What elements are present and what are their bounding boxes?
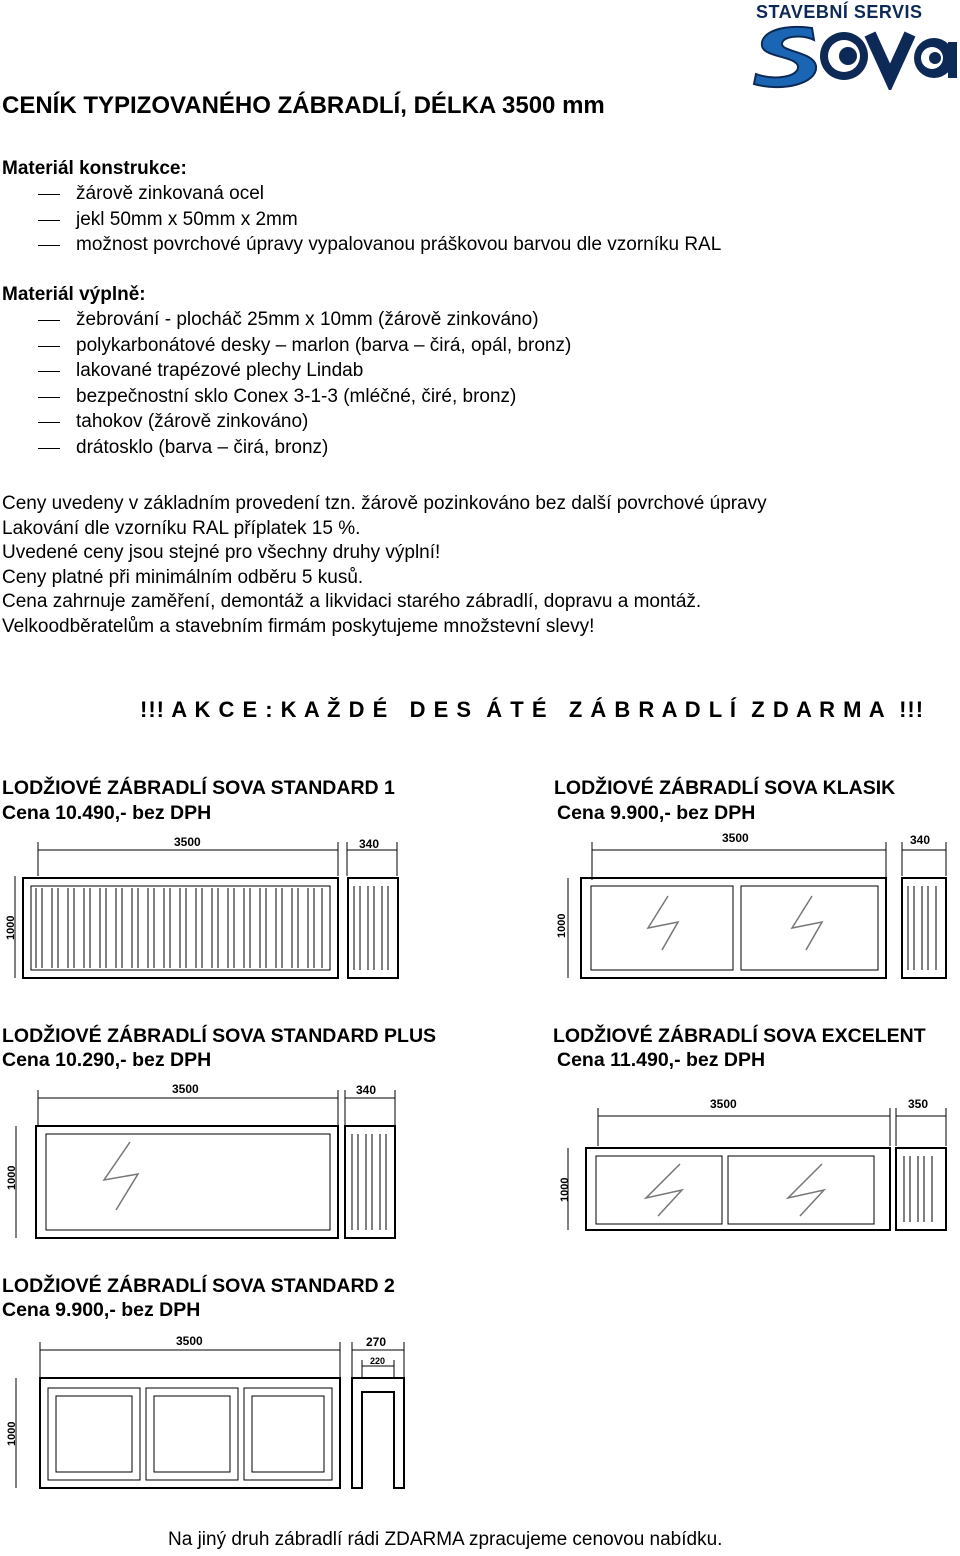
- bullet-dash: [38, 397, 60, 398]
- dim-depth: 340: [910, 833, 931, 847]
- note-line: Ceny uvedeny v základním provedení tzn. žárově pozinkováno bez další povrchové úpravy: [2, 493, 767, 514]
- bullet-dash: [38, 448, 60, 449]
- product-price: Cena 11.490,- bez DPH: [557, 1049, 766, 1071]
- infill-item: bezpečnostní sklo Conex 3-1-3 (mléčné, čiré, bronz): [76, 386, 517, 407]
- railing-drawing-standard-1: [2, 828, 402, 988]
- dim-height: 1000: [6, 1421, 18, 1446]
- bullet-dash: [38, 371, 60, 372]
- dim-depth: 270: [366, 1335, 387, 1349]
- construction-item: možnost povrchové úpravy vypalovanou práškovou barvou dle vzorníku RAL: [76, 234, 722, 255]
- dim-height: 1000: [556, 913, 568, 938]
- note-line: Cena zahrnuje zaměření, demontáž a likvidaci starého zábradlí, dopravu a montáž.: [2, 591, 702, 612]
- product-name: LODŽIOVÉ ZÁBRADLÍ SOVA STANDARD 2: [2, 1275, 395, 1297]
- product-price: Cena 10.290,- bez DPH: [2, 1049, 212, 1071]
- construction-heading: Materiál konstrukce:: [2, 158, 187, 179]
- bullet-dash: [38, 320, 60, 321]
- construction-item: jekl 50mm x 50mm x 2mm: [76, 209, 298, 230]
- infill-item: žebrování - plocháč 25mm x 10mm (žárově zinkováno): [76, 309, 539, 330]
- product-price: Cena 10.490,- bez DPH: [2, 802, 212, 824]
- dim-length: 3500: [174, 835, 201, 849]
- promo-banner: !!! A K C E : K A Ž D É D E S Á T É Z Á B R A D L Í Z D A R M A !!!: [140, 697, 925, 722]
- dim-depth: 340: [356, 1083, 377, 1097]
- bullet-dash: [38, 220, 60, 221]
- footer-note: Na jiný druh zábradlí rádi ZDARMA zpracujeme cenovou nabídku.: [168, 1529, 723, 1550]
- bullet-dash: [38, 422, 60, 423]
- railing-drawing-klasik: [550, 828, 950, 988]
- logo-caption: STAVEBNÍ SERVIS: [756, 2, 923, 22]
- infill-item: polykarbonátové desky – marlon (barva – čirá, opál, bronz): [76, 335, 572, 356]
- product-name: LODŽIOVÉ ZÁBRADLÍ SOVA KLASIK: [554, 777, 896, 799]
- dim-height: 1000: [559, 1177, 571, 1202]
- product-name: LODŽIOVÉ ZÁBRADLÍ SOVA STANDARD 1: [2, 777, 395, 799]
- dim-height: 1000: [5, 915, 17, 940]
- railing-slats: [36, 888, 322, 968]
- product-price: Cena 9.900,- bez DPH: [557, 802, 756, 824]
- dim-depth: 340: [359, 837, 380, 851]
- dim-length: 3500: [710, 1097, 737, 1111]
- infill-heading: Materiál výplně:: [2, 284, 146, 305]
- bullet-dash: [38, 194, 60, 195]
- railing-drawing-standard-plus: [2, 1076, 402, 1244]
- railing-drawing-excelent: [550, 1090, 956, 1240]
- infill-item: lakované trapézové plechy Lindab: [76, 360, 364, 381]
- note-line: Uvedené ceny jsou stejné pro všechny druhy výplní!: [2, 542, 441, 563]
- dim-height: 1000: [6, 1165, 18, 1190]
- bullet-dash: [38, 346, 60, 347]
- infill-item: drátosklo (barva – čirá, bronz): [76, 437, 329, 458]
- product-price: Cena 9.900,- bez DPH: [2, 1299, 201, 1321]
- note-line: Velkoodběratelům a stavebním firmám poskytujeme množstevní slevy!: [2, 616, 595, 637]
- dim-inner: 220: [370, 1356, 386, 1366]
- bullet-dash: [38, 245, 60, 246]
- dim-length: 3500: [176, 1334, 203, 1348]
- product-name: LODŽIOVÉ ZÁBRADLÍ SOVA EXCELENT: [553, 1025, 926, 1047]
- railing-drawing-standard-2: [2, 1328, 412, 1496]
- note-line: Ceny platné při minimálním odběru 5 kusů.: [2, 567, 364, 588]
- product-name: LODŽIOVÉ ZÁBRADLÍ SOVA STANDARD PLUS: [2, 1025, 437, 1047]
- page-title: CENÍK TYPIZOVANÉHO ZÁBRADLÍ, DÉLKA 3500 mm: [2, 92, 605, 119]
- infill-item: tahokov (žárově zinkováno): [76, 411, 309, 432]
- note-line: Lakování dle vzorníku RAL příplatek 15 %.: [2, 518, 361, 539]
- sova-logo: [752, 22, 958, 90]
- dim-depth: 350: [908, 1097, 929, 1111]
- dim-length: 3500: [172, 1082, 199, 1096]
- dim-length: 3500: [722, 831, 749, 845]
- construction-item: žárově zinkovaná ocel: [76, 183, 264, 204]
